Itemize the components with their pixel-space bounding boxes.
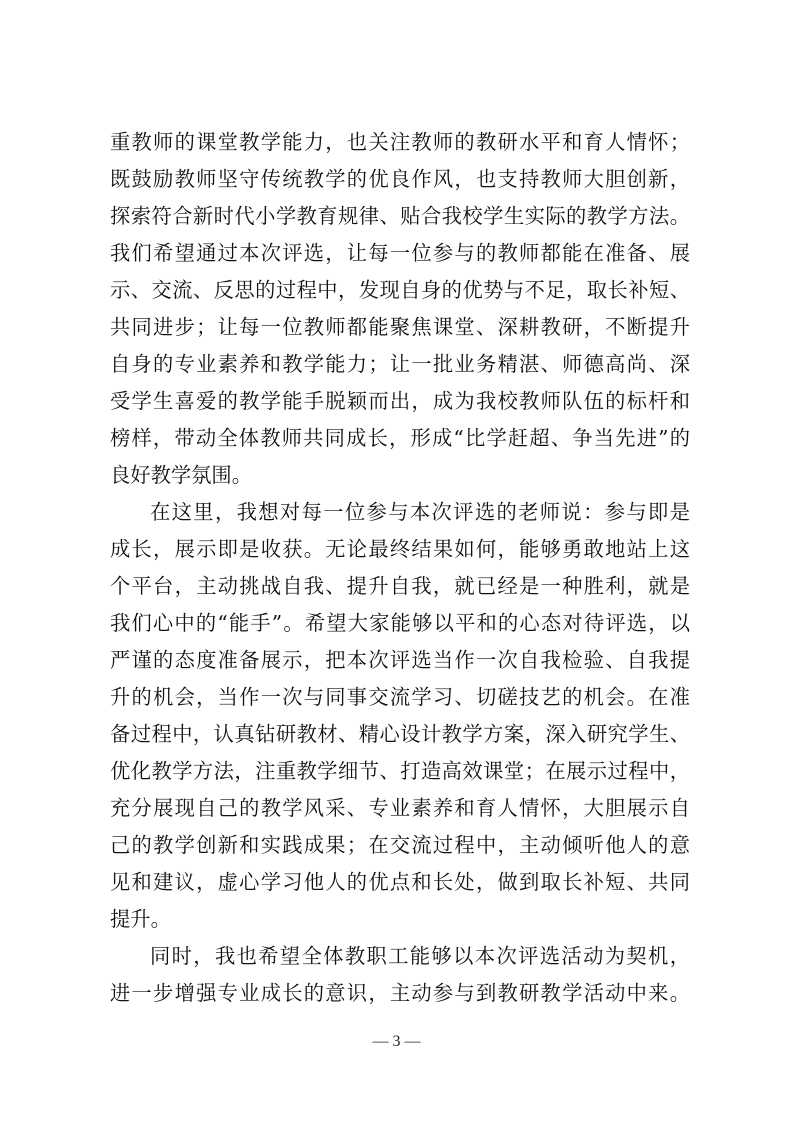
paragraph-line: 既鼓励教师坚守传统教学的优良作风，也支持教师大胆创新， [110,167,690,191]
paragraph-line: 个平台，主动挑战自我、提升自我，就已经是一种胜利，就是 [110,574,690,598]
paragraph-line: 重教师的课堂教学能力，也关注教师的教研水平和育人情怀； [110,130,690,154]
paragraph-line: 严谨的态度准备展示，把本次评选当作一次自我检验、自我提 [110,648,690,672]
paragraph-line: 榜样，带动全体教师共同成长，形成“比学赶超、争当先进”的 [110,426,690,450]
paragraph-line: 见和建议，虚心学习他人的优点和长处，做到取长补短、共同 [110,870,690,894]
paragraph-line: 进一步增强专业成长的意识，主动参与到教研教学活动中来。 [110,981,690,1005]
paragraph-line: 升的机会，当作一次与同事交流学习、切磋技艺的机会。在准 [110,685,690,709]
paragraph-line: 受学生喜爱的教学能手脱颖而出，成为我校教师队伍的标杆和 [110,389,690,413]
paragraph-line: 我们希望通过本次评选，让每一位参与的教师都能在准备、展 [110,241,690,265]
paragraph-line: 我们心中的“能手”。希望大家能够以平和的心态对待评选，以 [110,611,690,635]
paragraph-line: 己的教学创新和实践成果；在交流过程中，主动倾听他人的意 [110,833,690,857]
paragraph-line: 同时，我也希望全体教职工能够以本次评选活动为契机， [150,944,690,968]
paragraph-line: 共同进步；让每一位教师都能聚焦课堂、深耕教研，不断提升 [110,315,690,339]
paragraph-1 [110,124,690,494]
paragraph-line: 优化教学方法，注重教学细节、打造高效课堂；在展示过程中， [110,759,690,783]
paragraph-line: 在这里，我想对每一位参与本次评选的老师说：参与即是 [150,500,690,524]
paragraph-line: 充分展现自己的教学风采、专业素养和育人情怀，大胆展示自 [110,796,690,820]
paragraph-line: 成长，展示即是收获。无论最终结果如何，能够勇敢地站上这 [110,537,690,561]
paragraph-3 [110,938,690,1012]
paragraph-line: 自身的专业素养和教学能力；让一批业务精湛、师德高尚、深 [110,352,690,376]
page-number: — 3 — [372,1033,421,1050]
paragraph-line: 探索符合新时代小学教育规律、贴合我校学生实际的教学方法。 [110,204,690,228]
paragraph-2 [110,494,690,938]
paragraph-line: 良好教学氛围。 [110,463,252,487]
paragraph-line: 示、交流、反思的过程中，发现自身的优势与不足，取长补短、 [110,278,690,302]
paragraph-line: 提升。 [110,907,171,931]
paragraph-line: 备过程中，认真钻研教材、精心设计教学方案，深入研究学生、 [110,722,690,746]
